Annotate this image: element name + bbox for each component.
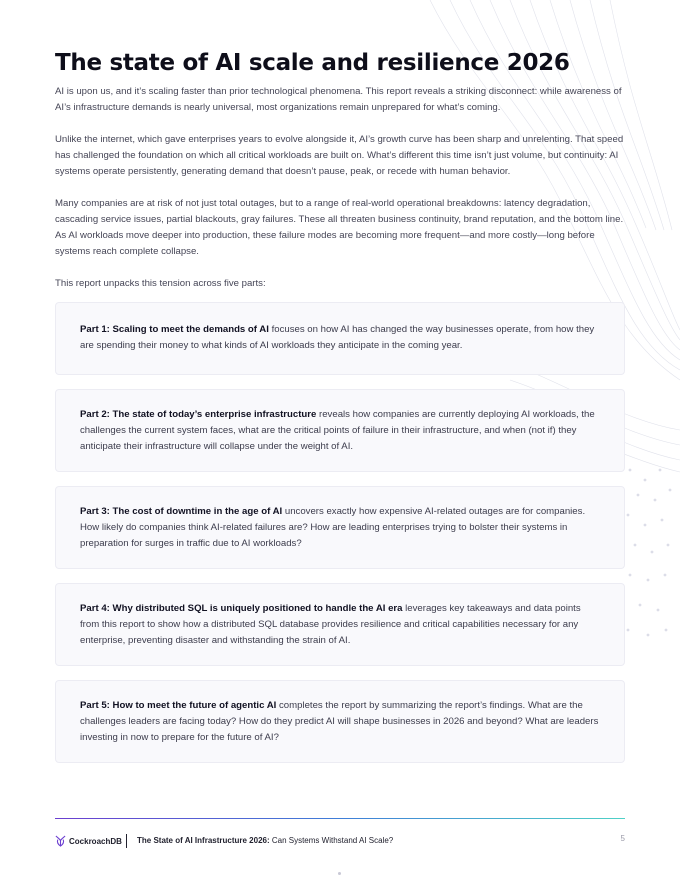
part-body: uncovers exactly how expensive AI-related outages are for companies. How likely do companies think AI-related failures are? How are leading enterprises trying to bolster their systems in preparation for surges in traffic due to AI workloads? [80, 506, 586, 549]
footer-separator [126, 834, 127, 848]
part-heading: Part 2: The state of today’s enterprise infrastructure [80, 409, 317, 420]
part-card-1 [55, 302, 625, 375]
part-heading: Part 4: Why distributed SQL is uniquely positioned to handle the AI era [80, 603, 403, 614]
footer-divider [55, 818, 625, 819]
part-heading: Part 1: Scaling to meet the demands of AI [80, 324, 269, 335]
part-body: reveals how companies are currently deploying AI workloads, the challenges the current system faces, what are the critical points of failure in their infrastructure, and when (not if) they anticipate their infrastructure will collapse under the weight of AI. [80, 409, 595, 452]
part-card-4 [55, 583, 625, 666]
part-card-3 [55, 486, 625, 569]
cockroachdb-logo [55, 835, 122, 847]
part-card-2 [55, 389, 625, 472]
logo-text: CockroachDB [69, 836, 122, 846]
part-heading: Part 5: How to meet the future of agentic AI [80, 700, 277, 711]
intro-paragraph: Many companies are at risk of not just total outages, but to a range of real-world operational breakdowns: latency degradation, cascading service issues, partial blackouts, gray failures. These all threaten business continuity, brand reputation, and the bottom line. As AI workloads move deeper into production, these failure modes are becoming more frequent—and more costly—long before systems reach complete collapse. [55, 198, 624, 257]
part-body: focuses on how AI has changed the way businesses operate, from how they are spending their money to what kinds of AI workloads they anticipate in the coming year. [80, 324, 595, 351]
intro-paragraph: This report unpacks this tension across five parts: [55, 278, 266, 289]
part-heading: Part 3: The cost of downtime in the age of AI [80, 506, 283, 517]
part-body: completes the report by summarizing the report’s findings. What are the challenges leaders are facing today? How do they predict AI will shape businesses in 2026 and beyond? What are leaders investing in now to prepare for the future of AI? [80, 700, 599, 743]
cockroach-icon [55, 835, 66, 847]
intro-text [55, 84, 627, 308]
page-number: 5 [620, 834, 625, 843]
page-title: The state of AI scale and resilience 2026 [55, 50, 570, 76]
part-card-5 [55, 680, 625, 763]
part-body: leverages key takeaways and data points from this report to show how a distributed SQL database provides resilience and critical capabilities necessary for any enterprise, preventing disaster and withstanding the strain of AI. [80, 603, 581, 646]
footer [55, 834, 625, 850]
decorative-dot [338, 872, 341, 875]
parts-list [55, 302, 625, 777]
intro-paragraph: Unlike the internet, which gave enterprises years to evolve alongside it, AI’s growth curve has been sharp and unrelenting. That speed has challenged the foundation on which all critical workloads are built on. What’s different this time isn’t just volume, but continuity: AI systems operate persistently, generating demand that doesn’t pause, peak, or recede with human behavior. [55, 134, 624, 177]
footer-title [137, 836, 393, 845]
footer-title-rest: Can Systems Withstand AI Scale? [269, 836, 394, 845]
intro-paragraph: AI is upon us, and it’s scaling faster than prior technological phenomena. This report reveals a striking disconnect: while awareness of AI’s infrastructure demands is nearly universal, most organizations remain unprepared for what’s coming. [55, 86, 622, 113]
footer-title-bold: The State of AI Infrastructure 2026: [137, 836, 270, 845]
